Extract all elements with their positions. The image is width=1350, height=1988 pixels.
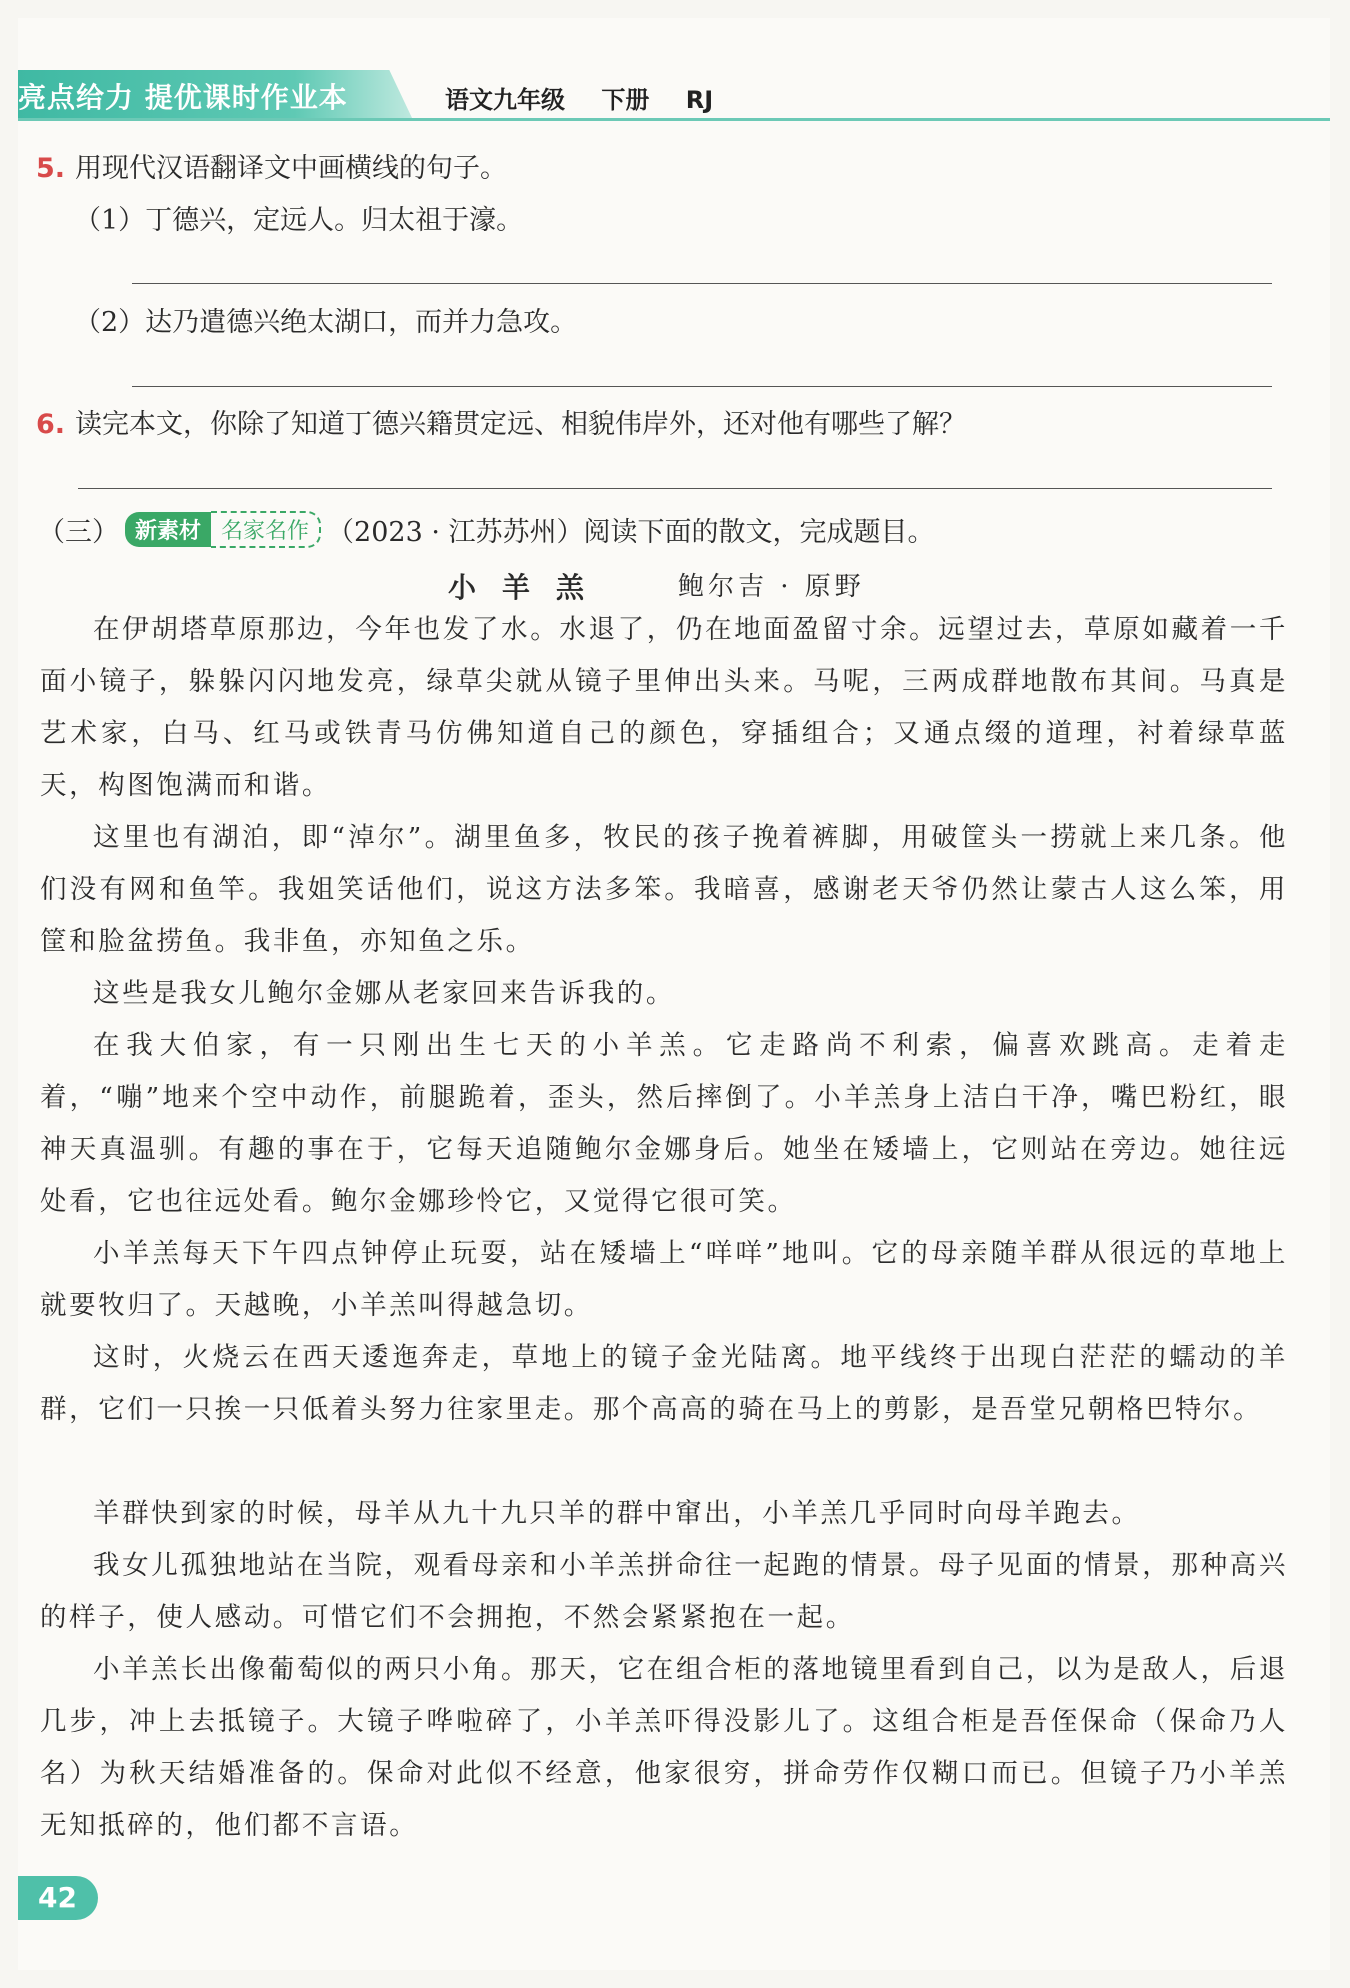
header-subtitle bbox=[445, 80, 741, 115]
question-5-sub-2: （2）达乃遣德兴绝太湖口，而并力急攻。 bbox=[74, 307, 578, 338]
article-paragraph: 小羊羔长出像葡萄似的两只小角。那天，它在组合柜的落地镜里看到自己，以为是敌人，后退几步，冲上去抵镜子。大镜子哗啦碎了，小羊羔吓得没影儿了。这组合柜是吾侄保命（保命乃人名）为秋天结婚准备的。保命对此似不经意，他家很穷，拼命劳作仅糊口而已。但镜子乃小羊羔无知抵碎的，他们都不言语。 bbox=[40, 1654, 1288, 1841]
article-title: 小羊羔 bbox=[448, 571, 611, 604]
question-5-text: 用现代汉语翻译文中画横线的句子。 bbox=[75, 153, 508, 184]
answer-line-5-2[interactable] bbox=[132, 386, 1272, 387]
article-paragraph: 小羊羔每天下午四点钟停止玩耍，站在矮墙上“咩咩”地叫。它的母亲随羊群从很远的草地上就要牧归了。天越晚，小羊羔叫得越急切。 bbox=[40, 1238, 1288, 1321]
section-3-label: （三） bbox=[38, 517, 119, 548]
header-brand: 亮点给力 提优课时作业本 bbox=[18, 81, 348, 114]
question-5-number: 5. bbox=[36, 153, 66, 184]
article-author: 鲍尔吉 · 原野 bbox=[678, 572, 865, 602]
famous-author-tag: 名家名作 bbox=[211, 511, 321, 548]
article-paragraph: 羊群快到家的时候，母羊从九十九只羊的群中窜出，小羊羔几乎同时向母羊跑去。 bbox=[93, 1498, 1141, 1529]
article-paragraph: 这时，火烧云在西天逶迤奔走，草地上的镜子金光陆离。地平线终于出现白茫茫的蠕动的羊群，它们一只挨一只低着头努力往家里走。那个高高的骑在马上的剪影，是吾堂兄朝格巴特尔。 bbox=[40, 1342, 1288, 1425]
new-material-tag: 新素材 bbox=[125, 512, 211, 547]
article-paragraph: 这里也有湖泊，即“淖尔”。湖里鱼多，牧民的孩子挽着裤脚，用破筐头一捞就上来几条。他们没有网和鱼竿。我姐笑话他们，说这方法多笨。我暗喜，感谢老天爷仍然让蒙古人这么笨，用筐和脸盆捞鱼。我非鱼，亦知鱼之乐。 bbox=[40, 822, 1288, 957]
page-number: 42 bbox=[18, 1876, 98, 1920]
article-paragraph: 在伊胡塔草原那边，今年也发了水。水退了，仍在地面盈留寸余。远望过去，草原如藏着一千面小镜子，躲躲闪闪地发亮，绿草尖就从镜子里伸出头来。马呢，三两成群地散布其间。马真是艺术家，白马、红马或铁青马仿佛知道自己的颜色，穿插组合；又通点缀的道理，衬着绿草蓝天，构图饱满而和谐。 bbox=[40, 614, 1288, 801]
article-paragraph: 这些是我女儿鲍尔金娜从老家回来告诉我的。 bbox=[93, 978, 675, 1009]
header-rule bbox=[18, 118, 1330, 121]
question-6-number: 6. bbox=[36, 409, 66, 440]
header-subject: 语文九年级 bbox=[445, 86, 565, 114]
answer-line-5-1[interactable] bbox=[132, 283, 1272, 284]
header-volume: 下册 bbox=[601, 86, 650, 114]
section-3-heading bbox=[38, 510, 935, 549]
question-5-sub-1: （1）丁德兴，定远人。归太祖于濠。 bbox=[74, 205, 524, 236]
answer-line-6[interactable] bbox=[78, 488, 1272, 489]
article-paragraph: 在我大伯家，有一只刚出生七天的小羊羔。它走路尚不利索，偏喜欢跳高。走着走着，“嘣”地来个空中动作，前腿跪着，歪头，然后摔倒了。小羊羔身上洁白干净，嘴巴粉红，眼神天真温驯。有趣的事在于，它每天追随鲍尔金娜身后。她坐在矮墙上，它则站在旁边。她往远处看，它也往远处看。鲍尔金娜珍怜它，又觉得它很可笑。 bbox=[40, 1030, 1288, 1217]
header-edition: RJ bbox=[685, 86, 714, 114]
question-6-text: 读完本文，你除了知道丁德兴籍贯定远、相貌伟岸外，还对他有哪些了解？ bbox=[75, 409, 967, 440]
article-paragraph: 我女儿孤独地站在当院，观看母亲和小羊羔拼命往一起跑的情景。母子见面的情景，那种高兴的样子，使人感动。可惜它们不会拥抱，不然会紧紧抱在一起。 bbox=[40, 1550, 1288, 1633]
section-3-intro: （2023 · 江苏苏州）阅读下面的散文，完成题目。 bbox=[327, 517, 935, 548]
question-6 bbox=[36, 402, 966, 441]
question-5 bbox=[36, 146, 507, 185]
